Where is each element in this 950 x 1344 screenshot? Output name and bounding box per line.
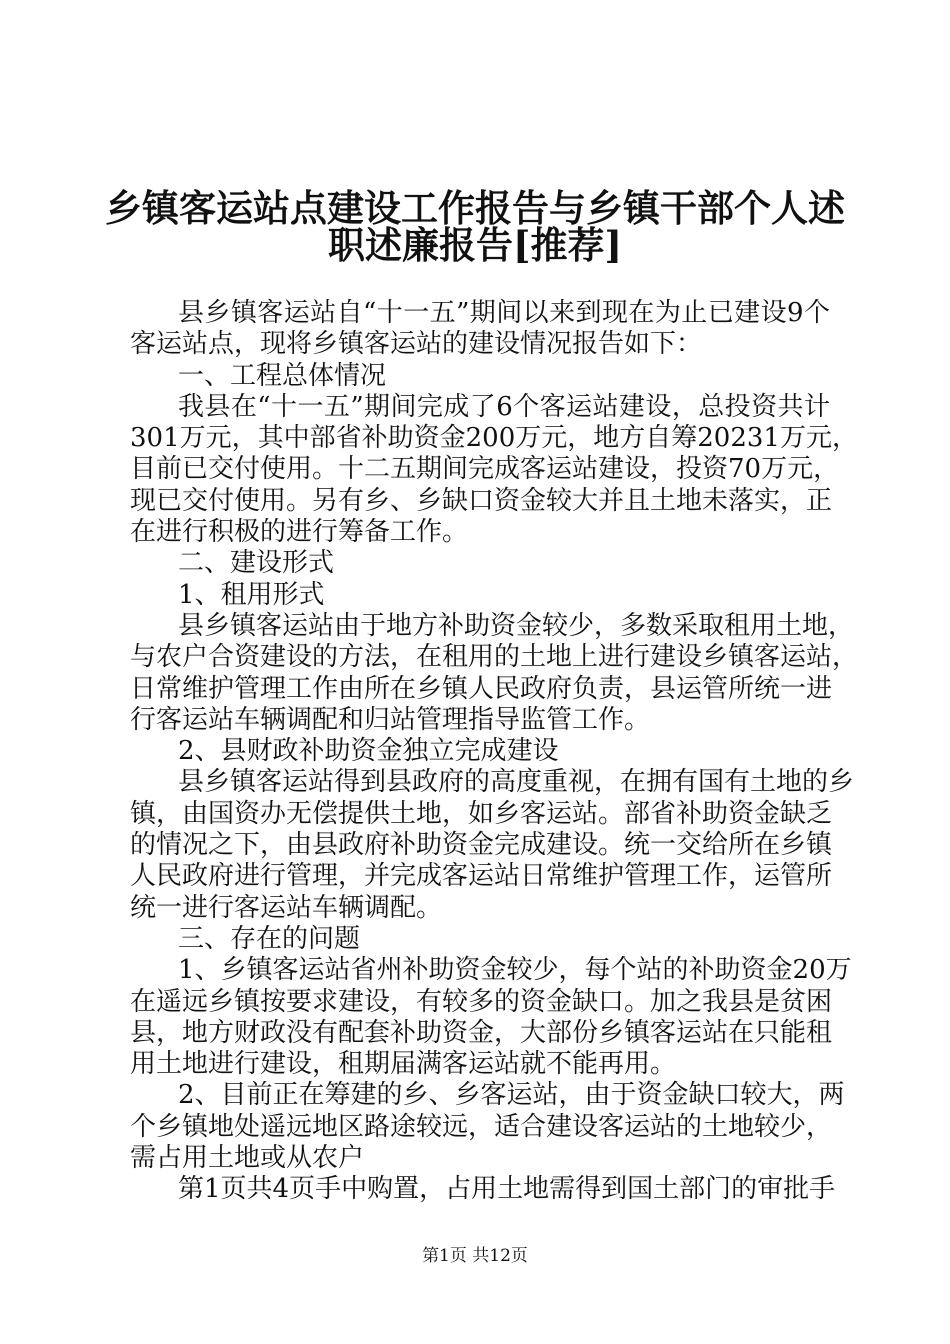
body-line — [130, 673, 833, 705]
body-line-text: 二、建设形式 — [178, 548, 335, 579]
body-line-text: 用土地进行建设，租期届满客运站就不能再用。 — [130, 1049, 677, 1080]
body-line-text: 目前已交付使用。十二五期间完成客运站建设，投资70万元， — [130, 454, 840, 485]
body-line-text: 县乡镇客运站由于地方补助资金较少，多数采取租用土地， — [178, 610, 855, 641]
body-line-text: 县，地方财政没有配套补助资金，大部份乡镇客运站在只能租 — [130, 1017, 833, 1048]
body-line — [130, 861, 833, 892]
body-line-text: 三、存在的问题 — [178, 923, 361, 954]
body-line — [130, 1080, 845, 1111]
body-line — [130, 642, 859, 673]
body-line-text: 301万元，其中部省补助资金200万元，地方自筹20231万元， — [130, 423, 858, 454]
document-title-line-1: 乡镇客运站点建设工作报告与乡镇干部个人述 — [105, 186, 845, 230]
body-line — [130, 610, 855, 642]
body-line-text: 我县在“十一五”期间完成了6个客运站建设，总投资共计 — [178, 391, 830, 422]
body-line-text: 现已交付使用。另有乡、乡缺口资金较大并且土地未落实，正 — [130, 485, 833, 516]
body-line-text: 第1页共4页手中购置，占用土地需得到国土部门的审批手 — [178, 1174, 836, 1205]
body-line — [130, 1111, 833, 1143]
body-line — [130, 893, 830, 924]
body-line — [130, 1049, 830, 1080]
body-line — [130, 298, 830, 329]
body-line-text: 的情况之下，由县政府补助资金完成建设。统一交给所在乡镇 — [130, 830, 833, 861]
body-line — [130, 924, 830, 955]
body-line — [130, 361, 830, 392]
body-line-text: 需占用土地或从农户 — [130, 1143, 365, 1174]
body-line-text: 2、县财政补助资金独立完成建设 — [178, 736, 559, 767]
body-line-text: 1、乡镇客运站省州补助资金较少，每个站的补助资金20万 — [178, 955, 852, 986]
body-line — [130, 830, 833, 861]
body-line — [130, 798, 833, 830]
body-line — [130, 454, 840, 485]
body-line-text: 在进行积极的进行筹备工作。 — [130, 517, 469, 548]
body-line — [130, 1143, 830, 1174]
body-line — [130, 705, 830, 736]
body-line-text: 县乡镇客运站得到县政府的高度重视，在拥有国有土地的乡 — [178, 767, 855, 798]
body-line-text: 在遥远乡镇按要求建设，有较多的资金缺口。加之我县是贫困 — [130, 986, 833, 1017]
body-line-text: 一、工程总体情况 — [178, 360, 387, 391]
body-line — [130, 767, 855, 798]
body-line-text: 行客运站车辆调配和归站管理指导监管工作。 — [130, 704, 651, 735]
document-title-line-2: 职述廉报告[推荐] — [327, 223, 622, 267]
body-line — [130, 548, 830, 579]
body-line — [130, 423, 858, 454]
body-line — [130, 329, 830, 360]
page-footer: 第1页 共12页 — [422, 1246, 528, 1266]
body-line-text: 镇，由国资办无偿提供土地，如乡客运站。部省补助资金缺乏 — [130, 798, 833, 829]
body-line — [130, 1017, 833, 1049]
body-line-text: 县乡镇客运站自“十一五”期间以来到现在为止已建设9个 — [178, 298, 830, 328]
body-line-text: 人民政府进行管理，并完成客运站日常维护管理工作，运管所 — [130, 861, 833, 892]
document-body — [130, 298, 859, 1206]
body-line — [130, 736, 830, 767]
body-line-text: 1、租用形式 — [178, 579, 325, 610]
body-line-text: 个乡镇地处遥远地区路途较远，适合建设客运站的土地较少， — [130, 1111, 833, 1142]
body-line — [130, 517, 830, 548]
body-line — [130, 955, 852, 986]
body-line — [130, 392, 830, 423]
body-line — [130, 1174, 836, 1205]
body-line — [130, 485, 833, 517]
body-line — [130, 580, 830, 611]
body-line-text: 与农户合资建设的方法，在租用的土地上进行建设乡镇客运站， — [130, 642, 859, 673]
body-line-text: 2、目前正在筹建的乡、乡客运站，由于资金缺口较大，两 — [178, 1080, 845, 1111]
body-line-text: 客运站点，现将乡镇客运站的建设情况报告如下： — [130, 329, 703, 360]
body-line — [130, 986, 833, 1018]
body-line-text: 日常维护管理工作由所在乡镇人民政府负责，县运管所统一进 — [130, 673, 833, 704]
body-line-text: 统一进行客运站车辆调配。 — [130, 892, 443, 923]
